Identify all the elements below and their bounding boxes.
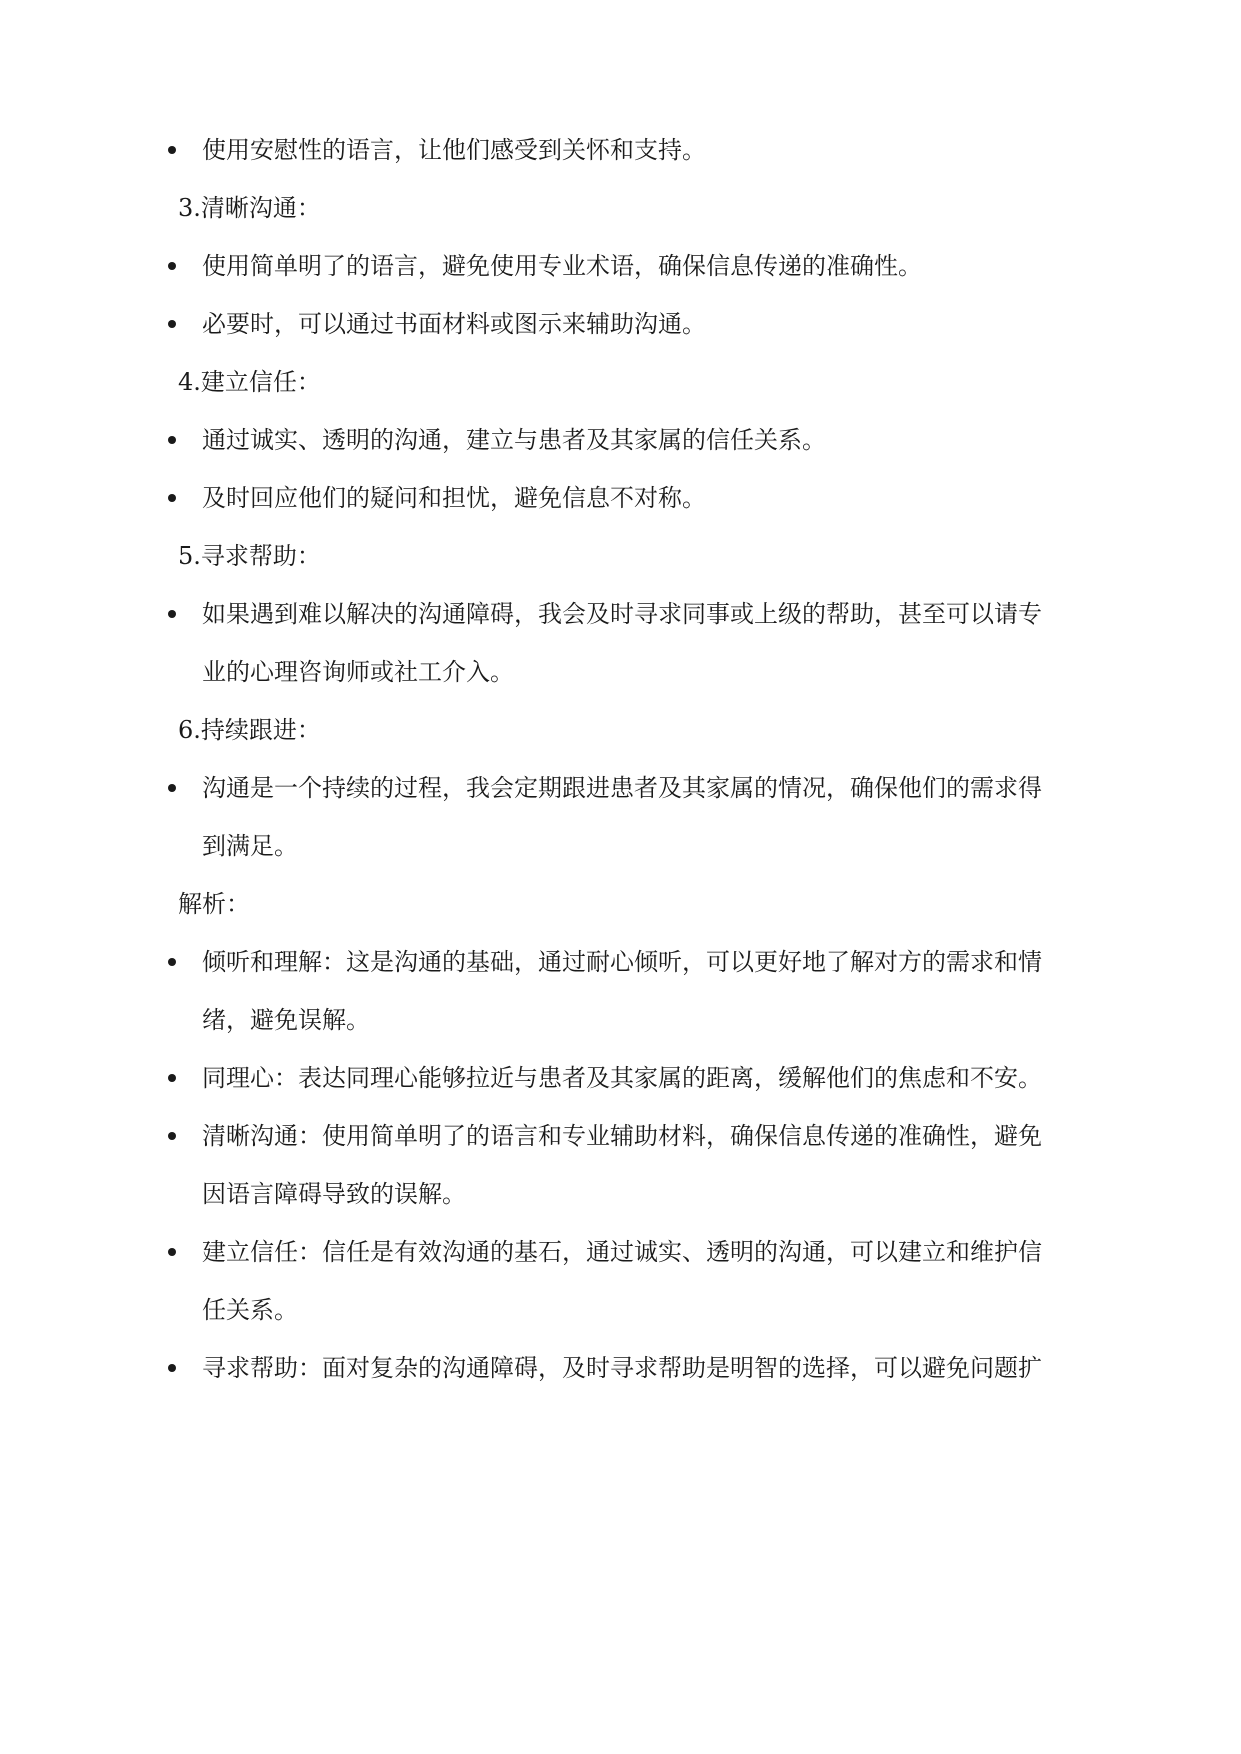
bullet-text-continuation: 因语言障碍导致的误解。 <box>202 1180 466 1208</box>
bullet-text-continuation: 绪，避免误解。 <box>202 1006 370 1034</box>
bullet-text: 如果遇到难以解决的沟通障碍，我会及时寻求同事或上级的帮助，甚至可以请专 <box>202 600 1042 628</box>
section-heading: 解析： <box>178 890 250 918</box>
bullet-icon <box>168 494 176 502</box>
bullet-icon <box>168 958 176 966</box>
bullet-text: 沟通是一个持续的过程，我会定期跟进患者及其家属的情况，确保他们的需求得 <box>202 774 1042 802</box>
section-heading: 4.建立信任： <box>178 368 321 396</box>
bullet-icon <box>168 1074 176 1082</box>
bullet-text: 通过诚实、透明的沟通，建立与患者及其家属的信任关系。 <box>202 426 826 454</box>
bullet-text-continuation: 任关系。 <box>202 1296 298 1324</box>
bullet-icon <box>168 320 176 328</box>
bullet-text-continuation: 业的心理咨询师或社工介入。 <box>202 658 514 686</box>
section-heading: 5.寻求帮助： <box>178 542 321 570</box>
bullet-icon <box>168 1248 176 1256</box>
bullet-icon <box>168 262 176 270</box>
bullet-text: 寻求帮助：面对复杂的沟通障碍，及时寻求帮助是明智的选择，可以避免问题扩 <box>202 1354 1042 1382</box>
bullet-text: 使用简单明了的语言，避免使用专业术语，确保信息传递的准确性。 <box>202 252 922 280</box>
section-heading: 6.持续跟进： <box>178 716 321 744</box>
bullet-text: 建立信任：信任是有效沟通的基石，通过诚实、透明的沟通，可以建立和维护信 <box>202 1238 1042 1266</box>
bullet-icon <box>168 1364 176 1372</box>
bullet-icon <box>168 784 176 792</box>
bullet-text: 同理心：表达同理心能够拉近与患者及其家属的距离，缓解他们的焦虑和不安。 <box>202 1064 1042 1092</box>
bullet-text: 必要时，可以通过书面材料或图示来辅助沟通。 <box>202 310 706 338</box>
section-heading: 3.清晰沟通： <box>178 194 321 222</box>
bullet-text: 使用安慰性的语言，让他们感受到关怀和支持。 <box>202 136 706 164</box>
bullet-icon <box>168 146 176 154</box>
bullet-icon <box>168 1132 176 1140</box>
bullet-icon <box>168 436 176 444</box>
bullet-text: 倾听和理解：这是沟通的基础，通过耐心倾听，可以更好地了解对方的需求和情 <box>202 948 1042 976</box>
bullet-icon <box>168 610 176 618</box>
bullet-text: 清晰沟通：使用简单明了的语言和专业辅助材料，确保信息传递的准确性，避免 <box>202 1122 1042 1150</box>
bullet-text: 及时回应他们的疑问和担忧，避免信息不对称。 <box>202 484 706 512</box>
bullet-text-continuation: 到满足。 <box>202 832 298 860</box>
